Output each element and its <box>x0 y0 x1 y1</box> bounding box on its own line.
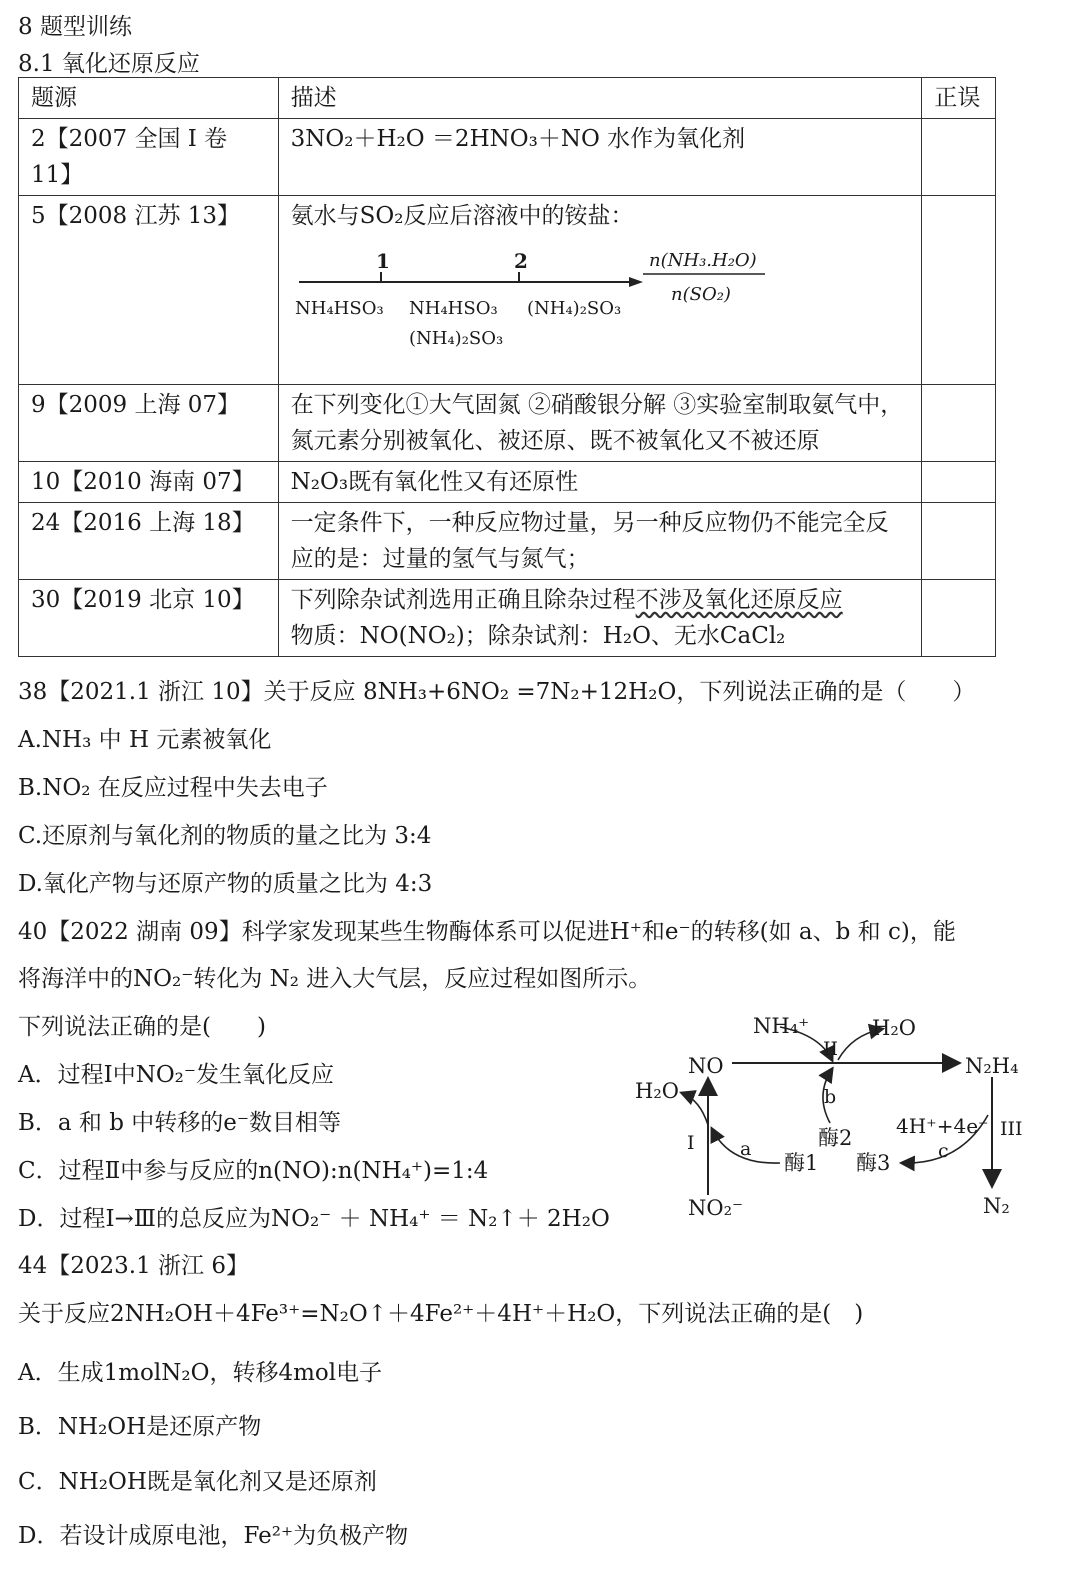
axis-arrowhead <box>629 277 643 287</box>
option-c[interactable]: C.还原剂与氧化剂的物质的量之比为 3:4 <box>18 823 432 849</box>
option-d[interactable]: D.氧化产物与还原产物的质量之比为 4:3 <box>18 871 433 897</box>
row-description-cell <box>278 580 922 657</box>
question-table <box>18 77 996 657</box>
question-44-stem-line2: 关于反应2NH₂OH＋4Fe³⁺=N₂O↑＋4Fe²⁺＋4H⁺＋H₂O，下列说法正确的是( ) <box>18 1301 864 1327</box>
ratio-axis-diagram <box>291 234 791 364</box>
option-a[interactable]: A．生成1molN₂O，转移4mol电子 <box>18 1360 383 1386</box>
header-description: 描述 <box>278 78 922 119</box>
label-c: c <box>938 1140 949 1162</box>
table-row <box>19 119 996 196</box>
row-description-part: 下列除杂试剂选用正确且除杂过程 <box>290 587 636 613</box>
question-40-ask: 下列说法正确的是( ) <box>18 1014 266 1040</box>
label-no: NO <box>688 1054 724 1078</box>
option-b[interactable]: B．a 和 b 中转移的e⁻数目相等 <box>18 1110 342 1136</box>
row-description: 3NO₂＋H₂O ＝2HNO₃＋NO 水作为氧化剂 <box>278 119 922 196</box>
label-n2h4: N₂H₄ <box>965 1054 1019 1078</box>
label-ii: II <box>823 1038 839 1060</box>
row-source: 10【2010 海南 07】 <box>19 462 279 503</box>
label-enzyme1: 酶1 <box>784 1151 819 1175</box>
row-verdict[interactable] <box>922 196 996 385</box>
tick-label: 2 <box>513 249 528 273</box>
label-enzyme3: 酶3 <box>856 1151 891 1175</box>
label-h2o-left: H₂O <box>635 1079 679 1103</box>
row-verdict[interactable] <box>922 580 996 657</box>
range-label: NH₄HSO₃ <box>294 298 384 319</box>
row-source: 24【2016 上海 18】 <box>19 503 279 580</box>
row-source: 2【2007 全国 I 卷 11】 <box>19 119 279 196</box>
table-header-row <box>19 78 996 119</box>
option-d[interactable]: D．过程Ⅰ→Ⅲ的总反应为NO₂⁻ ＋ NH₄⁺ ＝ N₂↑＋ 2H₂O <box>18 1206 610 1232</box>
tick-label: 1 <box>375 249 390 273</box>
row-source: 9【2009 上海 07】 <box>19 385 279 462</box>
label-i: I <box>687 1132 695 1154</box>
row-description-cell <box>278 196 922 385</box>
table-row <box>19 580 996 657</box>
row-source: 5【2008 江苏 13】 <box>19 196 279 385</box>
range-label: NH₄HSO₃ <box>408 298 498 319</box>
row-verdict[interactable] <box>922 503 996 580</box>
table-row <box>19 462 996 503</box>
label-electrons: 4H⁺+4e⁻ <box>896 1114 989 1138</box>
ratio-denominator: n(SO₂) <box>670 284 731 305</box>
row-description-part: 物质：NO(NO₂)；除杂试剂：H₂O、无水CaCl₂ <box>290 623 786 649</box>
label-iii: III <box>1000 1118 1023 1140</box>
row-verdict[interactable] <box>922 462 996 503</box>
option-c[interactable]: C．NH₂OH既是氧化剂又是还原剂 <box>18 1469 377 1495</box>
subsection-heading: 8.1 氧化还原反应 <box>18 51 200 77</box>
section-heading: 8 题型训练 <box>18 14 132 40</box>
question-40-stem-line2: 将海洋中的NO₂⁻转化为 N₂ 进入大气层，反应过程如图所示。 <box>18 966 652 992</box>
row-source: 30【2019 北京 10】 <box>19 580 279 657</box>
row-description: N₂O₃既有氧化性又有还原性 <box>278 462 922 503</box>
ratio-numerator: n(NH₃.H₂O) <box>648 250 757 271</box>
row-verdict[interactable] <box>922 119 996 196</box>
question-38-stem: 38【2021.1 浙江 10】关于反应 8NH₃+6NO₂ =7N₂+12H₂O，下列说法正确的是（ ） <box>18 679 976 705</box>
option-a[interactable]: A．过程Ⅰ中NO₂⁻发生氧化反应 <box>18 1062 335 1088</box>
label-b: b <box>824 1086 837 1108</box>
table-row <box>19 503 996 580</box>
row-description: 在下列变化①大气固氮 ②硝酸银分解 ③实验室制取氨气中，氮元素分别被氧化、被还原、既不被氧化又不被还原 <box>278 385 922 462</box>
header-source: 题源 <box>19 78 279 119</box>
label-enzyme2: 酶2 <box>818 1126 853 1150</box>
table-row <box>19 385 996 462</box>
row-description: 氨水与SO₂反应后溶液中的铵盐： <box>290 203 634 229</box>
label-h2o-top: H₂O <box>872 1016 916 1040</box>
table-row <box>19 196 996 385</box>
header-verdict: 正误 <box>922 78 996 119</box>
nitrogen-cycle-diagram <box>620 1005 1040 1230</box>
range-label: (NH₄)₂SO₃ <box>526 298 621 319</box>
option-d[interactable]: D．若设计成原电池，Fe²⁺为负极产物 <box>18 1523 409 1549</box>
question-40-stem-line1: 40【2022 湖南 09】科学家发现某些生物酶体系可以促进H⁺和e⁻的转移(如 a、b 和 c)，能 <box>18 919 956 945</box>
range-label: (NH₄)₂SO₃ <box>408 328 503 349</box>
row-description: 一定条件下，一种反应物过量，另一种反应物仍不能完全反应的是：过量的氢气与氮气； <box>278 503 922 580</box>
question-44-stem-line1: 44【2023.1 浙江 6】 <box>18 1253 249 1279</box>
option-b[interactable]: B.NO₂ 在反应过程中失去电子 <box>18 775 328 801</box>
row-verdict[interactable] <box>922 385 996 462</box>
option-a[interactable]: A.NH₃ 中 H 元素被氧化 <box>18 727 272 753</box>
label-n2: N₂ <box>983 1194 1010 1218</box>
label-nh4: NH₄⁺ <box>753 1014 810 1038</box>
label-a: a <box>740 1138 752 1160</box>
option-c[interactable]: C．过程Ⅱ中参与反应的n(NO):n(NH₄⁺)=1:4 <box>18 1158 489 1184</box>
arrow-h2o-left-out <box>682 1093 708 1125</box>
wavy-underlined-text: 不涉及氧化还原反应 <box>635 587 843 613</box>
option-b[interactable]: B．NH₂OH是还原产物 <box>18 1414 262 1440</box>
label-no2: NO₂⁻ <box>688 1196 744 1220</box>
